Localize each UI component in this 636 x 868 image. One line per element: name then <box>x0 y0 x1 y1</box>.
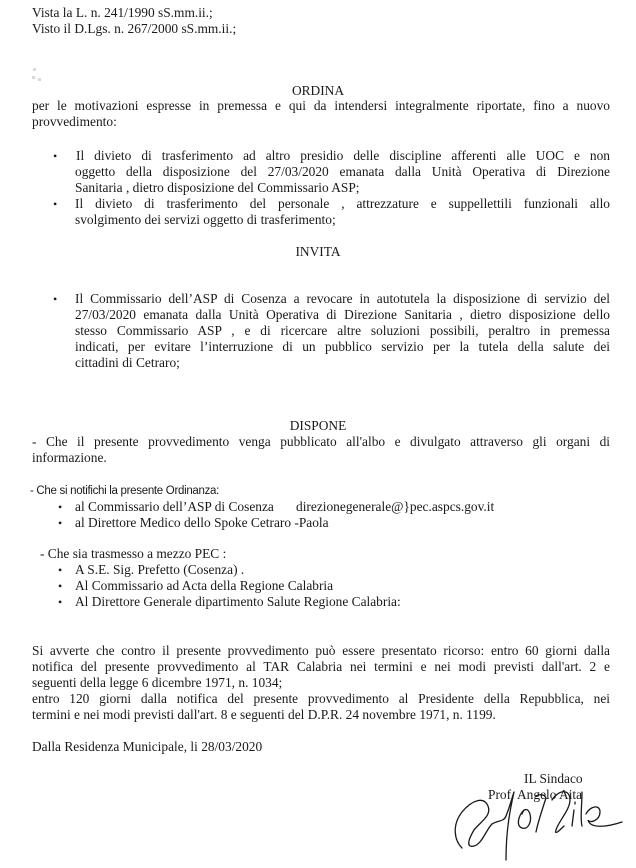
notify-recipient-spoke: al Direttore Medico dello Spoke Cetraro -Paola <box>75 515 329 530</box>
bullet-icon: • <box>58 500 63 514</box>
pec-recipient: Al Commissario ad Acta della Regione Calabria <box>75 578 334 593</box>
reference-law-241: Vista la L. n. 241/1990 sS.mm.ii.; <box>32 5 213 20</box>
bullet-icon: • <box>58 563 63 577</box>
ordina-item-line: Sanitaria , dietro disposizione del Commissario ASP; <box>75 180 360 195</box>
invita-item-line: Il Commissario dell’ASP di Cosenza a revocare in autotutela la disposizione di servizio del <box>75 291 610 306</box>
bullet-icon: • <box>58 516 63 530</box>
scan-artifact <box>32 76 35 79</box>
notify-label: - Che si notifichi la presente Ordinanza: <box>30 485 220 497</box>
invita-item-line: cittadini di Cetraro; <box>75 355 180 370</box>
ordina-intro-line: provvedimento: <box>32 114 117 129</box>
scan-artifact <box>33 68 36 71</box>
dispone-publish-line: informazione. <box>32 450 107 465</box>
ordina-item-line: svolgimento dei servizi oggetto di trasferimento; <box>75 212 336 227</box>
notify-recipient-email: direzionegenerale@}pec.aspcs.gov.it <box>296 499 495 514</box>
section-heading-invita: INVITA <box>295 244 341 259</box>
ordina-intro-line: per le motivazioni espresse in premessa e qui da intendersi integralmente riportate, fino a nuovo <box>32 98 610 113</box>
ordina-item-line: Il divieto di trasferimento ad altro presidio delle discipline afferenti alle UOC e non <box>76 148 610 163</box>
ricorso-line: Si avverte che contro il presente provvedimento può essere presentato ricorso: entro 60 giorni dalla <box>32 643 610 658</box>
ordina-item-line: Il divieto di trasferimento del personale , attrezzature e suppellettili funzionali allo <box>75 196 610 211</box>
bullet-icon: • <box>53 149 58 163</box>
bullet-icon: • <box>53 197 58 211</box>
bullet-icon: • <box>58 595 63 609</box>
ricorso-line: entro 120 giorni dalla notifica del presente provvedimento al Presidente della Repubblica, nei <box>32 691 610 706</box>
ordina-item-line: oggetto della disposizione del 27/03/2020 emanata dalla Unità Operativa di Direzione <box>75 164 610 179</box>
pec-label: - Che sia trasmesso a mezzo PEC : <box>40 546 227 561</box>
signatory-name: Prof. Angelo Aita <box>488 787 583 802</box>
notify-recipient-asp: al Commissario dell’ASP di Cosenza <box>75 499 274 514</box>
section-heading-ordina: ORDINA <box>291 83 345 98</box>
handwritten-signature <box>440 770 630 865</box>
section-heading-dispone: DISPONE <box>289 418 347 433</box>
dispone-publish-line: - Che il presente provvedimento venga pubblicato all'albo e divulgato attraverso gli organi di <box>32 434 610 449</box>
invita-item-line: indicati, per evitare l’interruzione di un pubblico servizio per la tutela della salute dei <box>75 339 610 354</box>
reference-dlgs-267: Visto il D.Lgs. n. 267/2000 sS.mm.ii.; <box>32 21 237 36</box>
bullet-icon: • <box>53 292 58 306</box>
signatory-role: IL Sindaco <box>524 771 583 786</box>
pec-recipient: A S.E. Sig. Prefetto (Cosenza) . <box>75 562 245 577</box>
pec-recipient: Al Direttore Generale dipartimento Salute Regione Calabria: <box>75 594 401 609</box>
place-date: Dalla Residenza Municipale, li 28/03/2020 <box>32 739 263 754</box>
ricorso-line: termini e nei modi previsti dall'art. 8 e seguenti del D.P.R. 24 novembre 1971, n. 1199. <box>32 707 496 722</box>
ricorso-line: seguenti della legge 6 dicembre 1971, n. 1034; <box>32 675 283 690</box>
ricorso-line: notifica del presente provvedimento al TAR Calabria nei termini e nei modi previsti dall'art. 2 e <box>32 659 610 674</box>
scan-artifact <box>38 78 41 81</box>
invita-item-line: stesso Commissario ASP , e di ricercare altre soluzioni possibili, peraltro in premessa <box>75 323 610 338</box>
invita-item-line: 27/03/2020 emanata dalla Unità Operativa di Direzione Sanitaria , dietro disposizione dello <box>75 307 610 322</box>
bullet-icon: • <box>58 579 63 593</box>
